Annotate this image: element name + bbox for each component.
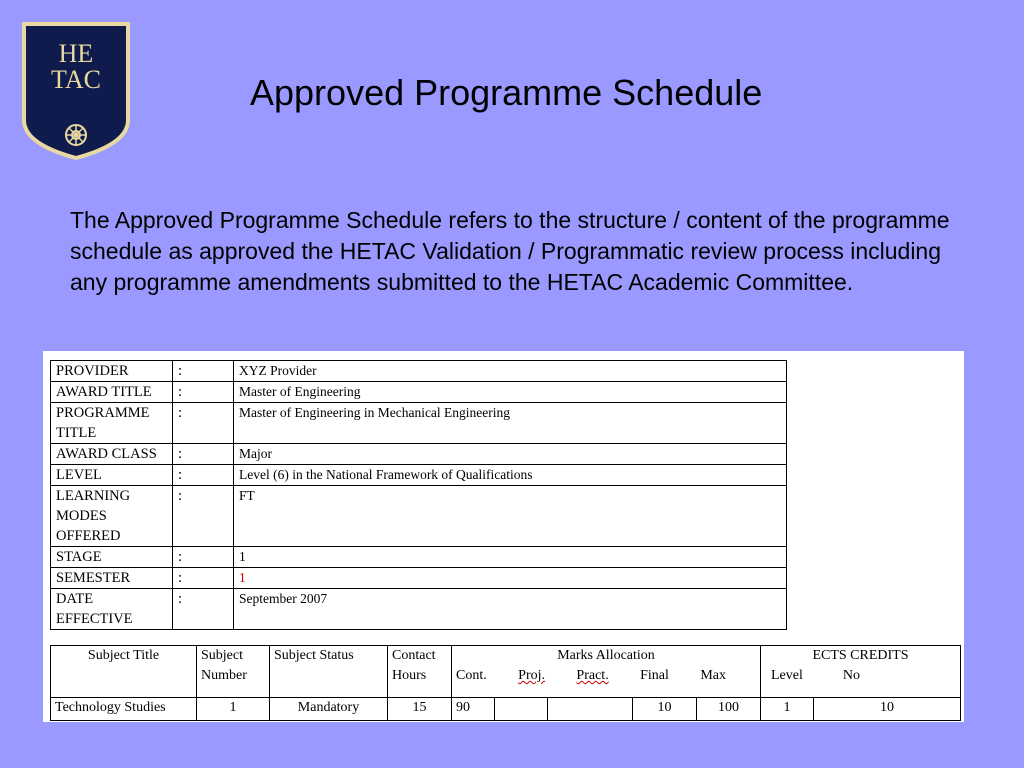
header-marks-allocation [452, 646, 761, 698]
info-separator: : [173, 547, 234, 568]
cell-ects-level: 1 [761, 698, 814, 721]
cell-subject-status: Mandatory [270, 698, 388, 721]
logo-text-line2: TAC [51, 65, 101, 94]
info-value: 1 [234, 568, 787, 589]
info-value: FT [234, 486, 787, 547]
info-row [51, 568, 787, 589]
intro-paragraph: The Approved Programme Schedule refers to the structure / content of the programme schedule as approved the HETAC Validation / Programmatic review process including any programme amendments submitted to the HETAC Academic Committee. [70, 207, 950, 295]
cell-ects-no: 10 [814, 698, 961, 721]
cell-max: 100 [697, 698, 761, 721]
cell-final: 10 [633, 698, 697, 721]
cell-proj [495, 698, 548, 721]
subject-table-header [51, 646, 961, 698]
info-separator: : [173, 568, 234, 589]
marks-sub-cont: Cont. [456, 668, 487, 683]
info-separator: : [173, 444, 234, 465]
hetac-logo [20, 20, 132, 160]
info-value: Master of Engineering [234, 382, 787, 403]
programme-info-table [50, 360, 787, 630]
cell-subject-title: Technology Studies [51, 698, 197, 721]
ects-sub-no: No [842, 668, 860, 683]
cell-cont: 90 [452, 698, 495, 721]
marks-sub-proj: Proj. [518, 668, 545, 683]
info-label: LEARNING MODES OFFERED [51, 486, 173, 547]
info-row [51, 444, 787, 465]
info-separator: : [173, 361, 234, 382]
info-value: Master of Engineering in Mechanical Engineering [234, 403, 787, 444]
header-ects-credits [761, 646, 961, 698]
cell-pract [548, 698, 633, 721]
cell-subject-number: 1 [197, 698, 270, 721]
header-subject-status: Subject Status [270, 646, 388, 698]
info-row [51, 361, 787, 382]
info-separator: : [173, 465, 234, 486]
info-label: AWARD TITLE [51, 382, 173, 403]
info-row [51, 403, 787, 444]
info-label: PROGRAMME TITLE [51, 403, 173, 444]
info-separator: : [173, 589, 234, 630]
info-row [51, 547, 787, 568]
info-label: SEMESTER [51, 568, 173, 589]
info-separator: : [173, 382, 234, 403]
marks-sub-pract: Pract. [576, 668, 609, 683]
celtic-knot-icon [66, 125, 86, 145]
info-label: DATE EFFECTIVE [51, 589, 173, 630]
header-subject-number: Subject Number [197, 646, 270, 698]
info-value: Level (6) in the National Framework of Qualifications [234, 465, 787, 486]
cell-contact-hours: 15 [388, 698, 452, 721]
marks-allocation-label: Marks Allocation [557, 648, 655, 663]
info-label: PROVIDER [51, 361, 173, 382]
header-subject-title: Subject Title [51, 646, 197, 698]
info-row [51, 465, 787, 486]
info-separator: : [173, 403, 234, 444]
ects-sub-level: Level [771, 668, 803, 683]
header-contact-hours: Contact Hours [388, 646, 452, 698]
info-value: XYZ Provider [234, 361, 787, 382]
programme-schedule-document [43, 351, 964, 722]
info-label: STAGE [51, 547, 173, 568]
ects-credits-label: ECTS CREDITS [812, 648, 909, 663]
logo-text-line1: HE [58, 39, 94, 68]
marks-sub-max: Max [700, 668, 726, 683]
table-row [51, 698, 961, 721]
info-row [51, 486, 787, 547]
info-value: 1 [234, 547, 787, 568]
info-value: Major [234, 444, 787, 465]
info-label: AWARD CLASS [51, 444, 173, 465]
marks-sub-final: Final [640, 668, 669, 683]
page-title: Approved Programme Schedule [250, 72, 763, 113]
info-separator: : [173, 486, 234, 547]
info-row [51, 382, 787, 403]
info-label: LEVEL [51, 465, 173, 486]
info-value: September 2007 [234, 589, 787, 630]
info-row [51, 589, 787, 630]
subject-table [50, 645, 961, 721]
